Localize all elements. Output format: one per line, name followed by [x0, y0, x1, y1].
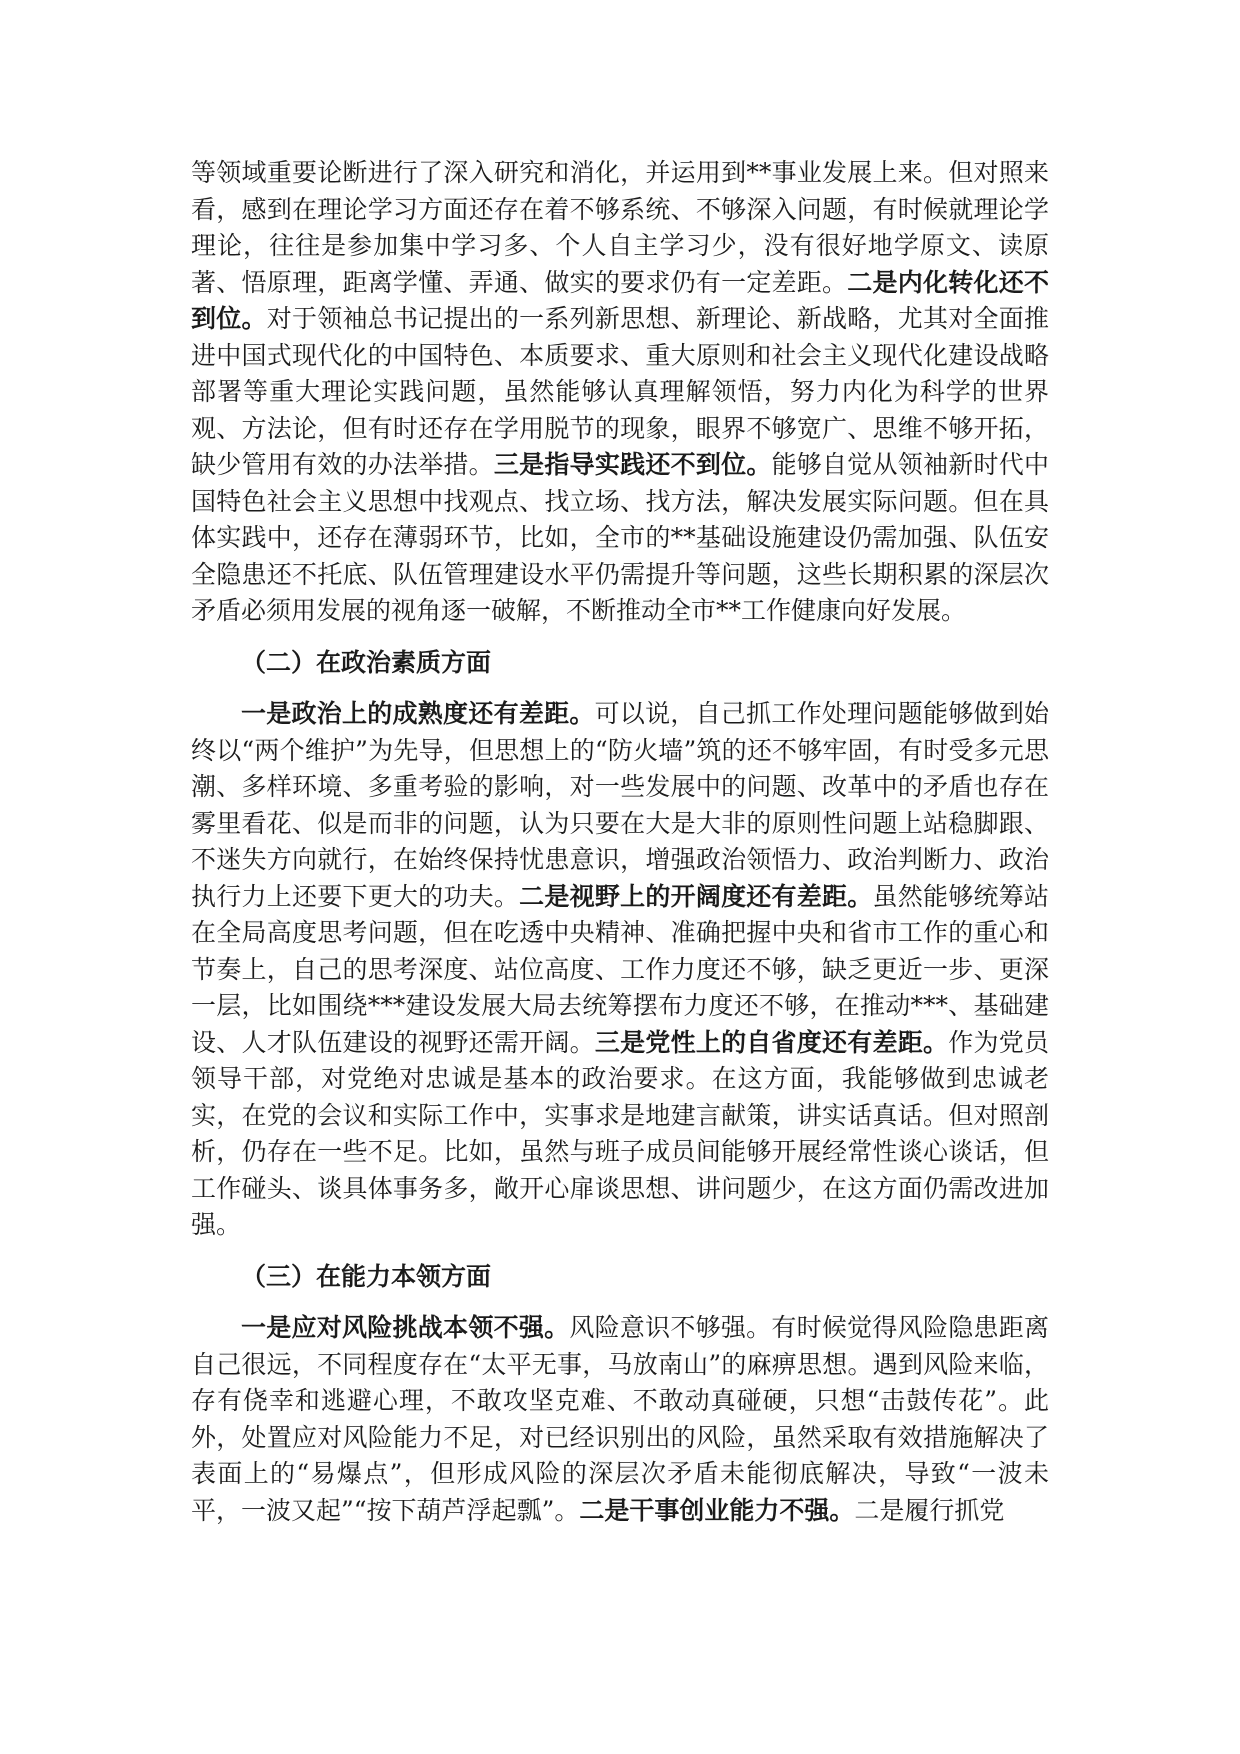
paragraph-text: 风险意识不够强。有时候觉得风险隐患距离自己很远，不同程度存在“太平无事，马放南山”的麻痹思想。遇到风险来临，存有侥幸和逃避心理，不敢攻坚克难、不敢动真碰硬，只想“击鼓传花”。此外，处置应对风险能力不足，对已经识别出的风险，虽然采取有效措施解决了表面上的“易爆点”，但形成风险的深层次矛盾未能彻底解决，导致“一波未平，一波又起”“按下葫芦浮起瓢”。: [191, 1313, 1049, 1525]
bold-point: 二是视野上的开阔度还有差距。: [519, 881, 873, 911]
bold-point: 三是指导实践还不到位。: [493, 450, 772, 479]
paragraph-political-quality: [191, 696, 1049, 1244]
bold-point: 一是政治上的成熟度还有差距。: [241, 699, 595, 728]
paragraph-text: 虽然能够统筹站在全局高度思考问题，但在吃透中央精神、准确把握中央和省市工作的重心和节奏上，自己的思考深度、站位高度、工作力度还不够，缺乏更近一步、更深一层，比如围绕***建设发展大局去统筹摆布力度还不够，在推动***、基础建设、人才队伍建设的视野还需开阔。: [191, 881, 1049, 1057]
document-page: [191, 155, 1049, 1529]
bold-point: 三是党性上的自省度还有差距。: [594, 1027, 949, 1057]
paragraph-ability: [191, 1310, 1049, 1529]
bold-point: 一是应对风险挑战本领不强。: [241, 1313, 570, 1342]
paragraph-text: 作为党员领导干部，对党绝对忠诚是基本的政治要求。在这方面，我能够做到忠诚老实，在党的会议和实际工作中，实事求是地建言献策，讲实话真话。但对照剖析，仍存在一些不足。比如，虽然与班子成员间能够开展经常性谈心谈话，但工作碰头、谈具体事务多，敞开心扉谈思想、讲问题少，在这方面仍需改进加强。: [191, 1027, 1049, 1239]
paragraph-text: 等领域重要论断进行了深入研究和消化，并运用到**事业发展上来。但对照来看，感到在理论学习方面还存在着不够系统、不够深入问题，有时候就理论学理论，往往是参加集中学习多、个人自主学习少，没有很好地学原文、读原著、悟原理，距离学懂、弄通、做实的要求仍有一定差距。: [191, 158, 1049, 297]
section-heading-text: （二）在政治素质方面: [241, 647, 492, 677]
bold-point: 二是内化转化还不到位。: [191, 267, 1049, 333]
paragraph-text: 可以说，自己抓工作处理问题能够做到始终以“两个维护”为先导，但思想上的“防火墙”筑的还不够牢固，有时受多元思潮、多样环境、多重考验的影响，对一些发展中的问题、改革中的矛盾也存在雾里看花、似是而非的问题，认为只要在大是大非的原则性问题上站稳脚跟、不迷失方向就行，在始终保持忧患意识，增强政治领悟力、政治判断力、政治执行力上还要下更大的功夫。: [191, 699, 1049, 911]
paragraph-text: 二是履行抓党: [854, 1495, 1005, 1525]
section-heading-text: （三）在能力本领方面: [241, 1261, 492, 1291]
paragraph-text: 能够自觉从领袖新时代中国特色社会主义思想中找观点、找立场、找方法，解决发展实际问题。但在具体实践中，还存在薄弱环节，比如，全市的**基础设施建设仍需加强、队伍安全隐患还不托底、队伍管理建设水平仍需提升等问题，这些长期积累的深层次矛盾必须用发展的视角逐一破解，不断推动全市**工作健康向好发展。: [191, 450, 1049, 625]
section-heading-ability: [191, 1259, 1049, 1296]
paragraph-text: 对于领袖总书记提出的一系列新思想、新理论、新战略，尤其对全面推进中国式现代化的中国特色、本质要求、重大原则和社会主义现代化建设战略部署等重大理论实践问题，虽然能够认真理解领悟，努力内化为科学的世界观、方法论，但有时还存在学用脱节的现象，眼界不够宽广、思维不够开拓，缺少管用有效的办法举措。: [191, 304, 1049, 479]
bold-point: 二是干事创业能力不强。: [579, 1495, 855, 1525]
section-heading-political: [191, 645, 1049, 682]
paragraph-theory-study: [191, 155, 1049, 630]
